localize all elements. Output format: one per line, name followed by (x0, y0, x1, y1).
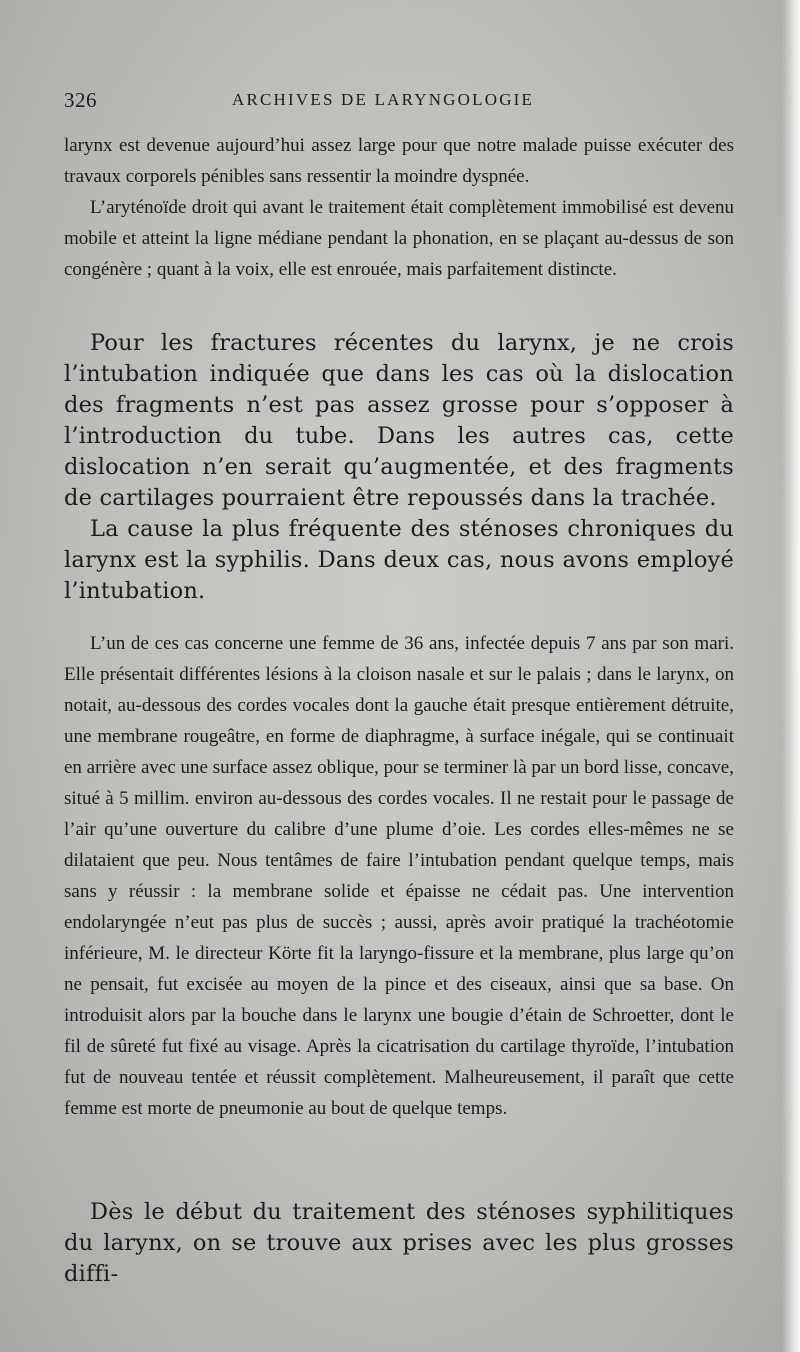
page-header (64, 88, 734, 114)
paragraph-continuation: larynx est devenue aujourd’hui assez large pour que notre malade puisse exécuter des travaux corporels pénibles sans ressentir la moindre dyspnée. (64, 135, 734, 187)
text-block-case (64, 628, 734, 1124)
text-block-top (64, 130, 734, 285)
paragraph-arytenoid: L’aryténoïde droit qui avant le traitement était complètement immobilisé est devenu mobile et atteint la ligne médiane pendant la phonation, en se plaçant au-dessus de son congénère ; quant à la voix, elle est enrouée, mais parfaitement distincte. (64, 197, 734, 280)
page-number: 326 (64, 88, 97, 112)
paragraph-syphilis: La cause la plus fréquente des sténoses chroniques du larynx est la syphilis. Dans deux cas, nous avons employé l’intubation. (64, 516, 734, 604)
paragraph-case-report: L’un de ces cas concerne une femme de 36 ans, infectée depuis 7 ans par son mari. Elle présentait différentes lésions à la cloison nasale et sur le palais ; dans le larynx, on notait, au-dessous des cordes vocales dont la gauche était presque entièrement détruite, une membrane rougeâtre, en forme de diaphragme, à surface inégale, qui se continuait en arrière avec une surface assez oblique, pour se terminer là par un bord lisse, concave, situé à 5 millim. environ au-dessous des cordes vocales. Il ne restait pour le passage de l’air qu’une ouverture du calibre d’une plume d’oie. Les cordes elles-mêmes ne se dilataient que peu. Nous tentâmes de faire l’intubation pendant quelque temps, mais sans y réussir : la membrane solide et épaisse ne cédait pas. Une intervention endolaryngée n’eut pas plus de succès ; aussi, après avoir pratiqué la trachéotomie inférieure, M. le directeur Körte fit la laryngo-fissure et la membrane, plus large qu’on ne pensait, fut excisée au moyen de la pince et des ciseaux, ainsi que sa base. On introduisit alors par la bouche dans le larynx une bougie d’étain de Schroetter, dont le fil de sûreté fut fixé au visage. Après la cicatrisation du cartilage thyroïde, l’intubation fut de nouveau tentée et réussit complètement. Malheureusement, il paraît que cette femme est morte de pneumonie au bout de quelque temps. (64, 633, 734, 1119)
paragraph-treatment-start: Dès le début du traitement des sténoses syphilitiques du larynx, on se trouve aux prises avec les plus grosses diffi- (64, 1199, 734, 1287)
text-block-bottom (64, 1197, 734, 1290)
paragraph-fractures: Pour les fractures récentes du larynx, je ne crois l’intubation indiquée que dans les cas où la dislocation des fragments n’est pas assez grosse pour s’opposer à l’introduction du tube. Dans les autres cas, cette dislocation n’en serait qu’augmentée, et des fragments de cartilages pourraient être repoussés dans la trachée. (64, 330, 734, 511)
running-title: ARCHIVES DE LARYNGOLOGIE (232, 90, 535, 109)
text-block-large (64, 328, 734, 607)
